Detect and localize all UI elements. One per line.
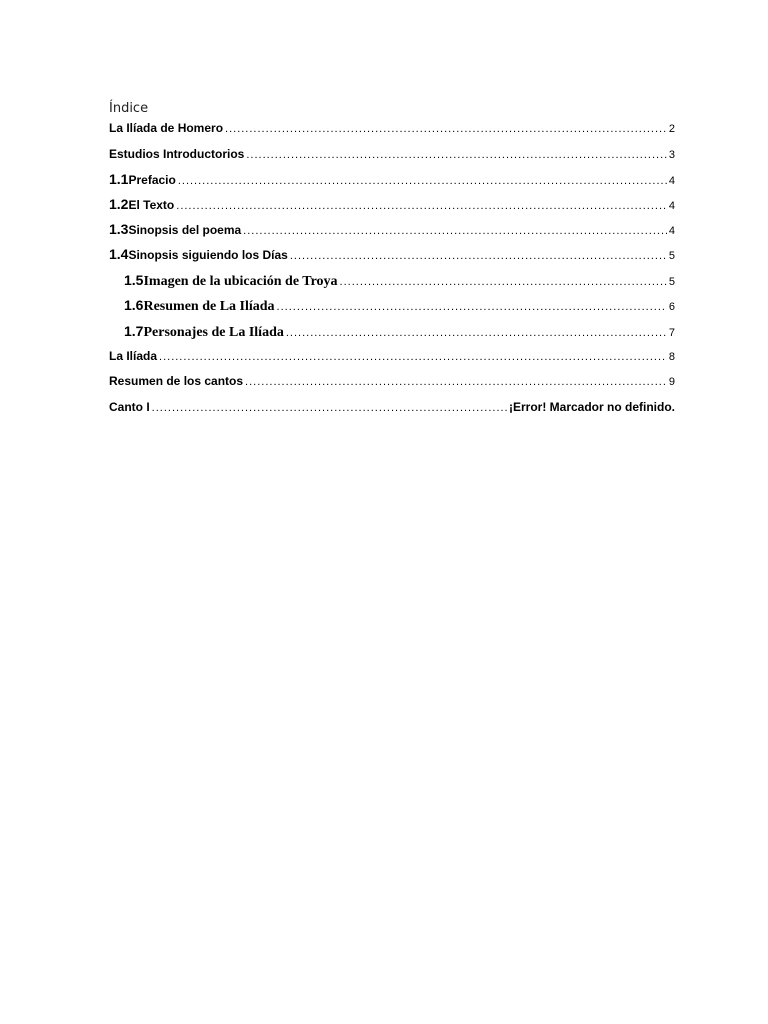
toc-entry-number: 1.5	[124, 272, 144, 288]
toc-entry-estudios-introductorios[interactable]	[109, 147, 675, 161]
toc-entry-sinopsis-siguiendo-los-dias[interactable]	[109, 246, 675, 262]
toc-entry-label: La Ilíada	[109, 349, 158, 363]
toc-entry-page: 3	[668, 149, 675, 161]
toc-dot-leader	[245, 376, 667, 388]
toc-entry-page: 6	[668, 301, 675, 313]
toc-entry-page: 2	[668, 123, 675, 135]
toc-entry-page: 9	[668, 376, 675, 388]
toc-dot-leader	[159, 351, 667, 363]
toc-entry-number: 1.7	[124, 323, 144, 339]
toc-dot-leader	[277, 301, 667, 313]
toc-entry-label: Resumen de los cantos	[109, 374, 244, 388]
toc-entry-page: 7	[668, 327, 675, 339]
toc-dot-leader	[246, 149, 667, 161]
toc-entry-page: 5	[668, 250, 675, 262]
toc-entry-page: 4	[668, 225, 675, 237]
toc-title: Índice	[109, 101, 149, 116]
toc-entry-label: Sinopsis del poema	[128, 223, 242, 237]
toc-entry-label: La Ilíada de Homero	[109, 121, 224, 135]
toc-entry-personajes-de-la-iliada[interactable]	[124, 323, 675, 341]
toc-entry-label: Resumen de La Ilíada	[143, 299, 275, 314]
toc-entry-error-message: ¡Error! Marcador no definido.	[508, 400, 675, 414]
toc-entry-page: 8	[668, 351, 675, 363]
toc-entry-number: 1.3	[109, 221, 129, 237]
toc-entry-page: 4	[668, 175, 675, 187]
toc-dot-leader	[225, 123, 667, 135]
toc-dot-leader	[178, 175, 667, 187]
toc-entry-number: 1.6	[124, 297, 144, 313]
toc-entry-number: 1.4	[109, 246, 129, 262]
toc-entry-label: Estudios Introductorios	[109, 147, 245, 161]
toc-dot-leader	[286, 327, 667, 339]
toc-entry-sinopsis-del-poema[interactable]	[109, 221, 675, 237]
toc-entry-number: 1.2	[109, 196, 129, 212]
toc-entry-label: Personajes de La Ilíada	[143, 325, 284, 340]
toc-entry-page: 4	[668, 200, 675, 212]
toc-entry-imagen-de-la-ubicacion-de-troya[interactable]	[124, 272, 675, 290]
toc-entry-label: Prefacio	[128, 173, 176, 187]
toc-entry-la-iliada[interactable]	[109, 349, 675, 363]
toc-entry-label: Canto I	[109, 400, 150, 414]
toc-entry-page: 5	[668, 276, 675, 288]
toc-dot-leader	[290, 250, 667, 262]
toc-dot-leader	[243, 225, 667, 237]
toc-entry-label: Sinopsis siguiendo los Días	[128, 248, 288, 262]
toc-dot-leader	[176, 200, 667, 212]
toc-entry-number: 1.1	[109, 171, 129, 187]
toc-entry-label: El Texto	[128, 198, 175, 212]
toc-entry-resumen-de-los-cantos[interactable]	[109, 374, 675, 388]
toc-entry-prefacio[interactable]	[109, 171, 675, 187]
toc-entry-label: Imagen de la ubicación de Troya	[143, 274, 338, 289]
toc-entry-la-iliada-de-homero[interactable]	[109, 121, 675, 135]
toc-entry-el-texto[interactable]	[109, 196, 675, 212]
toc-dot-leader	[152, 402, 507, 414]
toc-dot-leader	[340, 276, 667, 288]
toc-entry-canto-i[interactable]	[109, 400, 675, 414]
toc-entry-resumen-de-la-iliada[interactable]	[124, 297, 675, 315]
